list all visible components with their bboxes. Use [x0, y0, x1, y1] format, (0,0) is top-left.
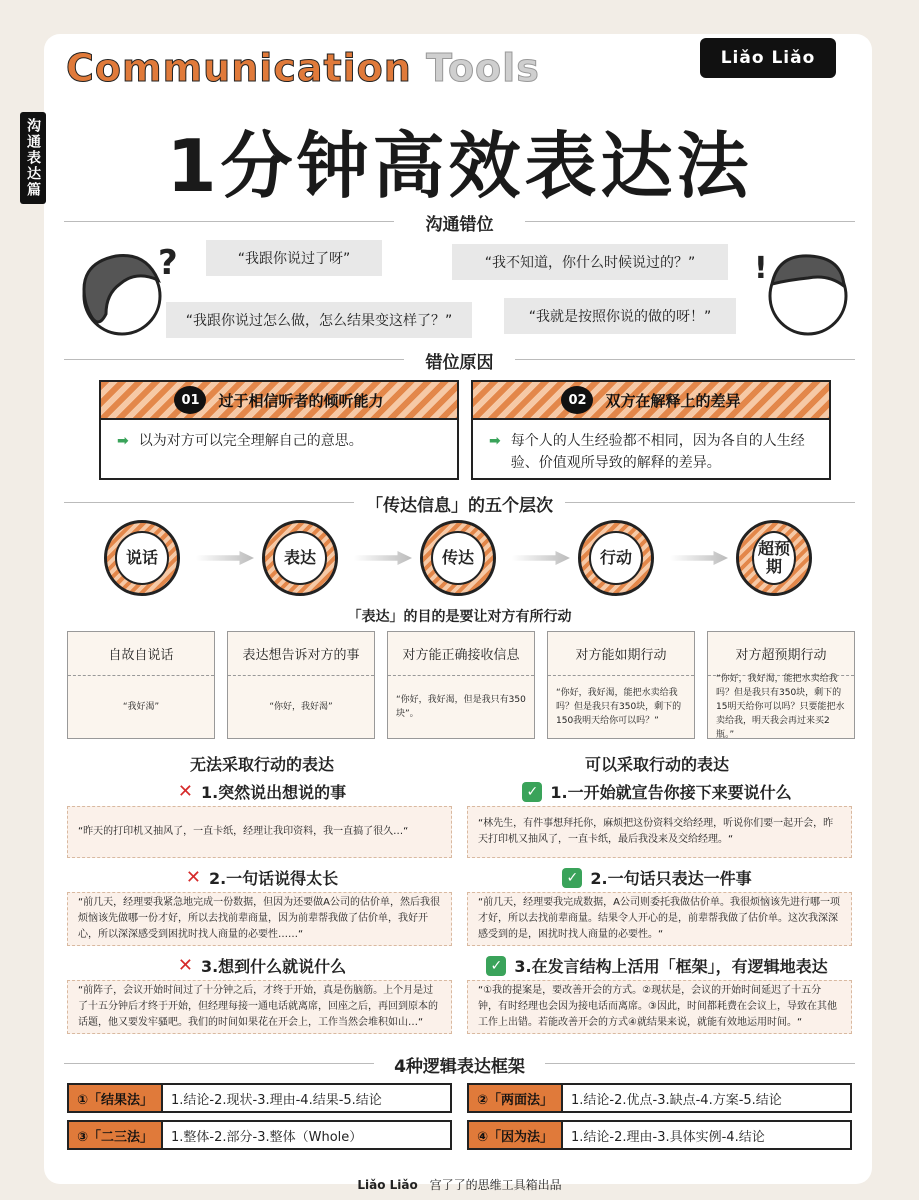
level-circle [736, 520, 812, 596]
reason-number-badge: 01 [174, 386, 206, 414]
framework-row [467, 1083, 852, 1113]
footer-text: 宫了了的思维工具箱出品 [429, 1178, 562, 1192]
goal-title: 表达想告诉对方的事 [228, 632, 374, 676]
level-label: 超预期 [752, 531, 796, 585]
goal-title: 对方超预期行动 [708, 632, 854, 676]
goal-example: “你好，我好渴，能把水卖给我吗？但是我只有350块，剩下的15明天给你可以吗？只要能把水卖给我，明天我会再过来买2瓶。” [716, 674, 845, 740]
goal-title: 对方能如期行动 [548, 632, 694, 676]
green-arrow-icon: ➡ [117, 433, 129, 449]
goal-title: 自故自说话 [68, 632, 214, 676]
can-item-text: 1.一开始就宣告你接下来要说什么 [550, 783, 792, 802]
level-label: 表达 [273, 531, 327, 585]
section-title-reasons: 错位原因 [425, 353, 494, 373]
level-circle [578, 520, 654, 596]
goal-card [227, 631, 375, 739]
svg-text:!: ! [754, 251, 768, 286]
framework-steps: 1.结论-2.理由-3.具体实例-4.结论 [571, 1129, 765, 1145]
goal-card [707, 631, 855, 739]
header-word-communication: Communication [66, 46, 412, 90]
level-label: 传达 [431, 531, 485, 585]
quote-bubble: “我就是按照你说的做的呀！” [504, 298, 736, 334]
goal-card [387, 631, 535, 739]
cannot-quote: “昨天的打印机又抽风了，一直卡纸，经理让我印资料，我一直搞了很久…“ [67, 806, 452, 858]
cannot-quote: “前阵子，会议开始时间过了十分钟之后，才终于开始，真是伤脑筋。上个月是过了十五分钟后才终于开始，但经理每接一通电话就离席，回座之后，再回到原本的话题，他又要发牢骚吧。我们的时间如果花在开会上，工作当然会堆积如山…“ [67, 980, 452, 1034]
goal-card [67, 631, 215, 739]
cannot-item-text: 2.一句话说得太长 [208, 869, 339, 888]
framework-steps: 1.结论-2.现状-3.理由-4.结果-5.结论 [171, 1092, 382, 1108]
footer-brand: Liǎo Liǎo [357, 1178, 418, 1192]
goal-example: “我好渴” [122, 702, 160, 712]
reason-header [101, 382, 457, 420]
reason-card [471, 380, 831, 480]
can-item-text: 2.一句话只表达一件事 [590, 869, 752, 888]
framework-row [67, 1120, 452, 1150]
level-circle [420, 520, 496, 596]
levels-subtitle: 「表达」的目的是要让对方有所行动 [347, 609, 572, 625]
cannot-item-text: 1.突然说出想说的事 [200, 783, 347, 802]
can-item-text: 3.在发言结构上活用「框架」，有逻辑地表达 [514, 957, 828, 976]
goal-example: “你好，我好渴，能把水卖给我吗？但是我只有350块，剩下的150我明天给你可以吗？” [556, 688, 682, 726]
cannot-item-title [67, 954, 457, 977]
english-header [66, 46, 540, 90]
reason-body [473, 420, 829, 484]
can-quote: “①我的提案是，要改善开会的方式。②现状是，会议的开始时间延迟了十五分钟，有时经理也会因为接电话而离席。③因此，时间都耗费在会议上，导致在其他工作上出错。若能改善开会的方式④就结果来说，就能有效地运用时间。“ [467, 980, 852, 1034]
can-item-title [462, 866, 852, 889]
quote-bubble: “我跟你说过了呀” [206, 240, 382, 276]
framework-label: ④「因为法」 [469, 1122, 563, 1148]
level-label: 行动 [589, 531, 643, 585]
green-check-icon: ✓ [522, 782, 542, 802]
can-act-heading: 可以采取行动的表达 [584, 755, 729, 774]
cannot-item-title [67, 866, 457, 889]
cannot-item-title [67, 780, 457, 803]
red-x-icon: ✕ [177, 781, 193, 802]
reason-title: 过于相信听者的倾听能力 [218, 391, 384, 410]
framework-row [467, 1120, 852, 1150]
framework-steps: 1.结论-2.优点-3.缺点-4.方案-5.结论 [571, 1092, 782, 1108]
reason-number-badge: 02 [561, 386, 593, 414]
framework-steps: 1.整体-2.部分-3.整体（Whole） [171, 1129, 363, 1145]
cannot-item-text: 3.想到什么就说什么 [200, 957, 347, 976]
framework-label: ③「二三法」 [69, 1122, 163, 1148]
framework-label: ②「两面法」 [469, 1085, 563, 1111]
green-check-icon: ✓ [562, 868, 582, 888]
main-title: 1分钟高效表达法 [166, 124, 753, 208]
svg-text:?: ? [158, 243, 178, 283]
green-check-icon: ✓ [486, 956, 506, 976]
reason-body [101, 420, 457, 462]
level-label: 说话 [115, 531, 169, 585]
quote-bubble: “我跟你说过怎么做，怎么结果变这样了？” [166, 302, 472, 338]
goal-card [547, 631, 695, 739]
can-quote: “前几天，经理要我完成数据，A公司则委托我做估价单。我很烦恼该先进行哪一项才好，所以去找前辈商量。结果令人开心的是，前辈帮我做了估价单。这次我深深感受到的是，困扰时找人商量的必要性。“ [467, 892, 852, 946]
reason-title: 双方在解释上的差异 [605, 391, 741, 410]
red-x-icon: ✕ [177, 955, 193, 976]
goal-example: “你好，我好渴，但是我只有350块”。 [396, 695, 526, 719]
framework-row [67, 1083, 452, 1113]
framework-label: ①「结果法」 [69, 1085, 163, 1111]
green-arrow-icon: ➡ [489, 433, 501, 449]
goal-example: “你好，我好渴” [269, 702, 333, 712]
can-item-title [462, 954, 852, 977]
brand-logo: Liǎo Liǎo [700, 38, 836, 78]
reason-card [99, 380, 459, 480]
reason-header [473, 382, 829, 420]
goal-title: 对方能正确接收信息 [388, 632, 534, 676]
confused-man-icon [748, 234, 858, 344]
level-circle [104, 520, 180, 596]
reason-text: 每个人的人生经验都不相同，因为各自的人生经验、价值观所导致的解释的差异。 [510, 433, 805, 471]
footer [0, 1176, 919, 1193]
section-title-frameworks: 4种逻辑表达框架 [394, 1057, 525, 1077]
side-category-tag: 沟通表达篇 [20, 112, 46, 204]
can-item-title [462, 780, 852, 803]
red-x-icon: ✕ [185, 867, 201, 888]
level-circle [262, 520, 338, 596]
section-title-levels: 「传达信息」的五个层次 [366, 496, 553, 516]
header-word-tools: Tools [426, 46, 540, 90]
cannot-quote: “前几天，经理要我紧急地完成一份数据，但因为还要做A公司的估价单，然后我很烦恼该先做哪一份才好，所以去找前辈商量，因为前辈帮我做了估价单，我好开心，所以深深感受到困扰时找人商量的必要性……“ [67, 892, 452, 946]
reason-text: 以为对方可以完全理解自己的意思。 [138, 433, 363, 449]
section-title-misalignment: 沟通错位 [425, 215, 494, 235]
quote-bubble: “我不知道，你什么时候说过的？” [452, 244, 728, 280]
cannot-act-heading: 无法采取行动的表达 [189, 755, 334, 774]
can-quote: “林先生，有件事想拜托你，麻烦把这份资料交给经理，听说你们要一起开会，昨天打印机又抽风了，一直卡纸，最后我没来及交给经理。“ [467, 806, 852, 858]
